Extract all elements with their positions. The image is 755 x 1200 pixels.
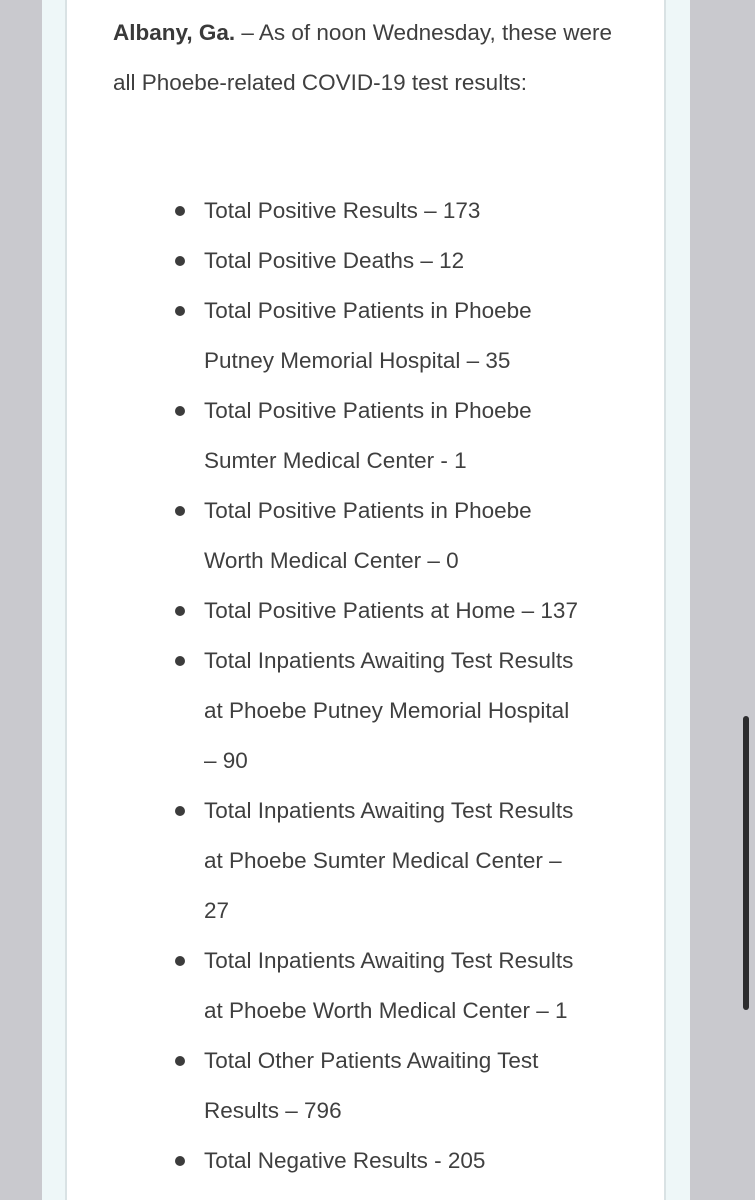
list-item-text: Total Positive Patients in Phoebe Putney Memorial Hospital – 35: [204, 298, 532, 373]
list-item-text: Total Positive Patients in Phoebe Sumter Medical Center - 1: [204, 398, 532, 473]
bullet-icon: [175, 256, 185, 266]
bullet-icon: [175, 206, 185, 216]
bullet-icon: [175, 506, 185, 516]
list-item: [167, 586, 587, 636]
list-item: [167, 486, 587, 586]
article-lead-paragraph: [113, 8, 613, 108]
bullet-icon: [175, 1056, 185, 1066]
list-item: [167, 1136, 587, 1186]
list-item-text: Total Positive Patients at Home – 137: [204, 598, 578, 623]
list-item: [167, 186, 587, 236]
scrollbar-thumb[interactable]: [743, 716, 749, 1010]
bullet-icon: [175, 1156, 185, 1166]
list-item-text: Total Positive Results – 173: [204, 198, 481, 223]
bullet-icon: [175, 406, 185, 416]
list-item-text: Total Positive Patients in Phoebe Worth Medical Center – 0: [204, 498, 532, 573]
right-frame: [690, 0, 755, 1200]
list-item: [167, 936, 587, 1036]
results-list: [167, 186, 587, 1186]
list-item-text: Total Inpatients Awaiting Test Results at Phoebe Worth Medical Center – 1: [204, 948, 574, 1023]
bullet-icon: [175, 656, 185, 666]
list-item-text: Total Inpatients Awaiting Test Results at Phoebe Sumter Medical Center – 27: [204, 798, 574, 923]
article-intro: – As of noon Wednesday, these were all Phoebe-related COVID-19 test results:: [113, 20, 613, 95]
bullet-icon: [175, 606, 185, 616]
article-card: [65, 0, 666, 1200]
list-item-text: Total Inpatients Awaiting Test Results at Phoebe Putney Memorial Hospital – 90: [204, 648, 574, 773]
list-item: [167, 236, 587, 286]
list-item: [167, 286, 587, 386]
list-item-text: Total Positive Deaths – 12: [204, 248, 465, 273]
list-item: [167, 1036, 587, 1136]
list-item: [167, 386, 587, 486]
list-item: [167, 786, 587, 936]
list-item: [167, 636, 587, 786]
bullet-icon: [175, 806, 185, 816]
article-dateline: Albany, Ga.: [113, 20, 236, 45]
bullet-icon: [175, 306, 185, 316]
list-item-text: Total Other Patients Awaiting Test Results – 796: [204, 1048, 539, 1123]
list-item-text: Total Negative Results - 205: [204, 1148, 486, 1173]
left-frame: [0, 0, 42, 1200]
bullet-icon: [175, 956, 185, 966]
